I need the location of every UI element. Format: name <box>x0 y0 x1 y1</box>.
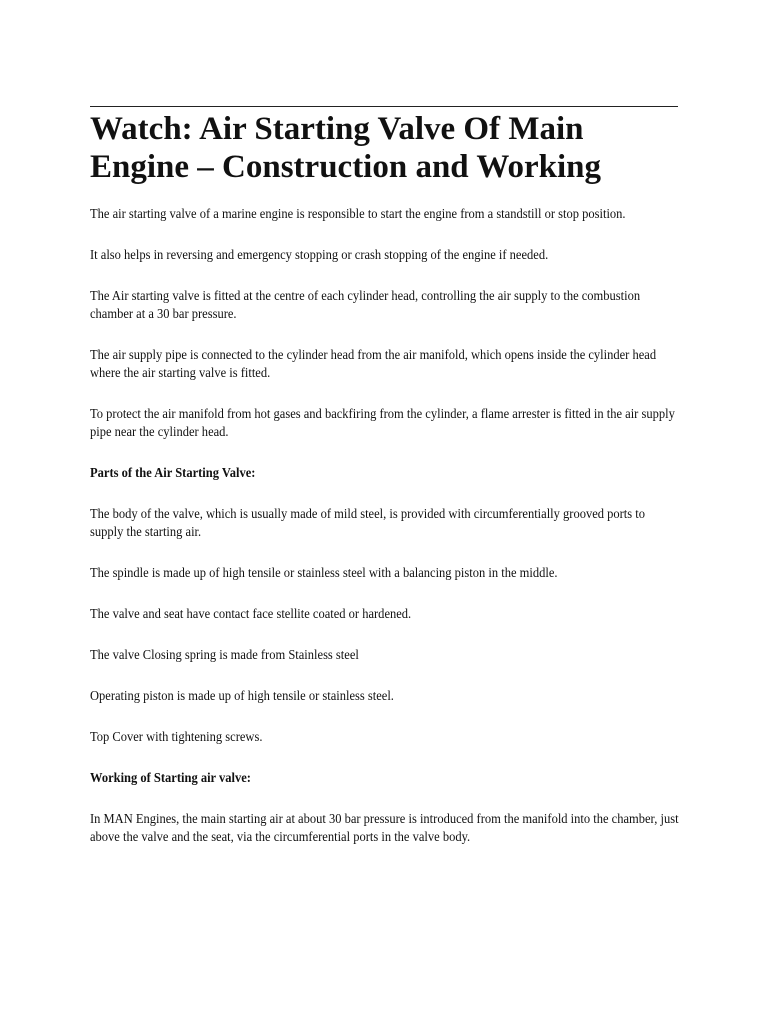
paragraph: The spindle is made up of high tensile or stainless steel with a balancing piston in the middle. <box>90 565 558 580</box>
paragraph: The valve and seat have contact face stellite coated or hardened. <box>90 606 412 621</box>
paragraph: Operating piston is made up of high tensile or stainless steel. <box>90 688 394 703</box>
paragraph: The air supply pipe is connected to the cylinder head from the air manifold, which opens inside the cylinder head where the air starting valve is fitted. <box>90 347 657 380</box>
paragraph: The air starting valve of a marine engine is responsible to start the engine from a standstill or stop position. <box>90 206 626 221</box>
paragraph: Top Cover with tightening screws. <box>90 729 263 744</box>
paragraph: The Air starting valve is fitted at the centre of each cylinder head, controlling the air supply to the combustion chamber at a 30 bar pressure. <box>90 288 641 321</box>
paragraph: The valve Closing spring is made from Stainless steel <box>90 647 359 662</box>
horizontal-rule <box>90 106 678 107</box>
paragraph: The body of the valve, which is usually made of mild steel, is provided with circumferentially grooved ports to supply the starting air. <box>90 506 646 539</box>
paragraph: To protect the air manifold from hot gases and backfiring from the cylinder, a flame arrester is fitted in the air supply pipe near the cylinder head. <box>90 406 675 439</box>
article-body <box>90 205 678 869</box>
article-title: Watch: Air Starting Valve Of Main Engine – Construction and Working <box>90 111 602 185</box>
section-heading-parts: Parts of the Air Starting Valve: <box>90 465 256 480</box>
paragraph: It also helps in reversing and emergency stopping or crash stopping of the engine if needed. <box>90 247 549 262</box>
paragraph: In MAN Engines, the main starting air at about 30 bar pressure is introduced from the manifold into the chamber, just above the valve and the seat, via the circumferential ports in the valve body. <box>90 811 679 844</box>
section-heading-working: Working of Starting air valve: <box>90 770 251 785</box>
